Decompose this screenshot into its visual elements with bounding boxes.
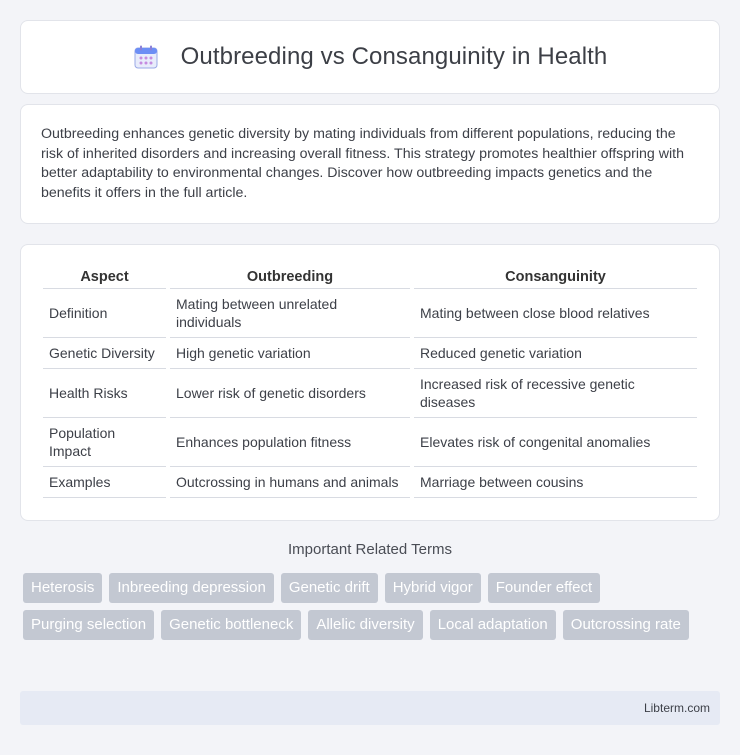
table-cell: Outcrossing in humans and animals xyxy=(170,467,410,498)
table-cell: Lower risk of genetic disorders xyxy=(170,369,410,418)
footer-site-link[interactable]: Libterm.com xyxy=(643,701,710,715)
table-cell: High genetic variation xyxy=(170,338,410,369)
table-cell: Elevates risk of congenital anomalies xyxy=(414,418,697,467)
header-card xyxy=(20,20,720,94)
term-tag[interactable]: Outcrossing rate xyxy=(563,610,689,640)
table-header-row xyxy=(43,265,697,289)
header-aspect: Aspect xyxy=(43,265,166,289)
term-tag[interactable]: Heterosis xyxy=(23,573,102,603)
header-outbreeding: Outbreeding xyxy=(170,265,410,289)
comparison-table xyxy=(39,265,701,498)
table-cell: Examples xyxy=(43,467,166,498)
term-tag[interactable]: Founder effect xyxy=(488,573,600,603)
term-tag[interactable]: Local adaptation xyxy=(430,610,556,640)
table-cell: Increased risk of recessive genetic diseases xyxy=(414,369,697,418)
table-cell: Genetic Diversity xyxy=(43,338,166,369)
intro-card xyxy=(20,104,720,224)
table-cell: Mating between close blood relatives xyxy=(414,289,697,338)
table-cell: Marriage between cousins xyxy=(414,467,697,498)
table-cell: Mating between unrelated individuals xyxy=(170,289,410,338)
table-cell: Reduced genetic variation xyxy=(414,338,697,369)
table-row xyxy=(43,338,697,369)
table-cell: Enhances population fitness xyxy=(170,418,410,467)
related-terms-title: Important Related Terms xyxy=(288,541,452,558)
term-tag[interactable]: Purging selection xyxy=(23,610,154,640)
term-tag[interactable]: Genetic drift xyxy=(281,573,378,603)
header-consanguinity: Consanguinity xyxy=(414,265,697,289)
related-terms-list xyxy=(23,573,723,640)
term-tag[interactable]: Hybrid vigor xyxy=(385,573,481,603)
calendar-icon xyxy=(133,44,159,70)
table-cell: Population Impact xyxy=(43,418,166,467)
footer xyxy=(20,691,720,725)
term-tag[interactable]: Inbreeding depression xyxy=(109,573,273,603)
term-tag[interactable]: Genetic bottleneck xyxy=(161,610,301,640)
comparison-table-card xyxy=(20,244,720,521)
table-row xyxy=(43,418,697,467)
table-cell: Health Risks xyxy=(43,369,166,418)
page-title: Outbreeding vs Consanguinity in Health xyxy=(180,43,608,70)
table-row xyxy=(43,369,697,418)
intro-text: Outbreeding enhances genetic diversity by mating individuals from different populations, reducing the risk of inherited disorders and increasing overall fitness. This strategy promotes healthier offspring with better adaptability to environmental changes. Discover how outbreeding impacts genetics and the benefits it offers in the full article. xyxy=(41,126,684,201)
table-cell: Definition xyxy=(43,289,166,338)
table-row xyxy=(43,289,697,338)
term-tag[interactable]: Allelic diversity xyxy=(308,610,422,640)
table-row xyxy=(43,467,697,498)
